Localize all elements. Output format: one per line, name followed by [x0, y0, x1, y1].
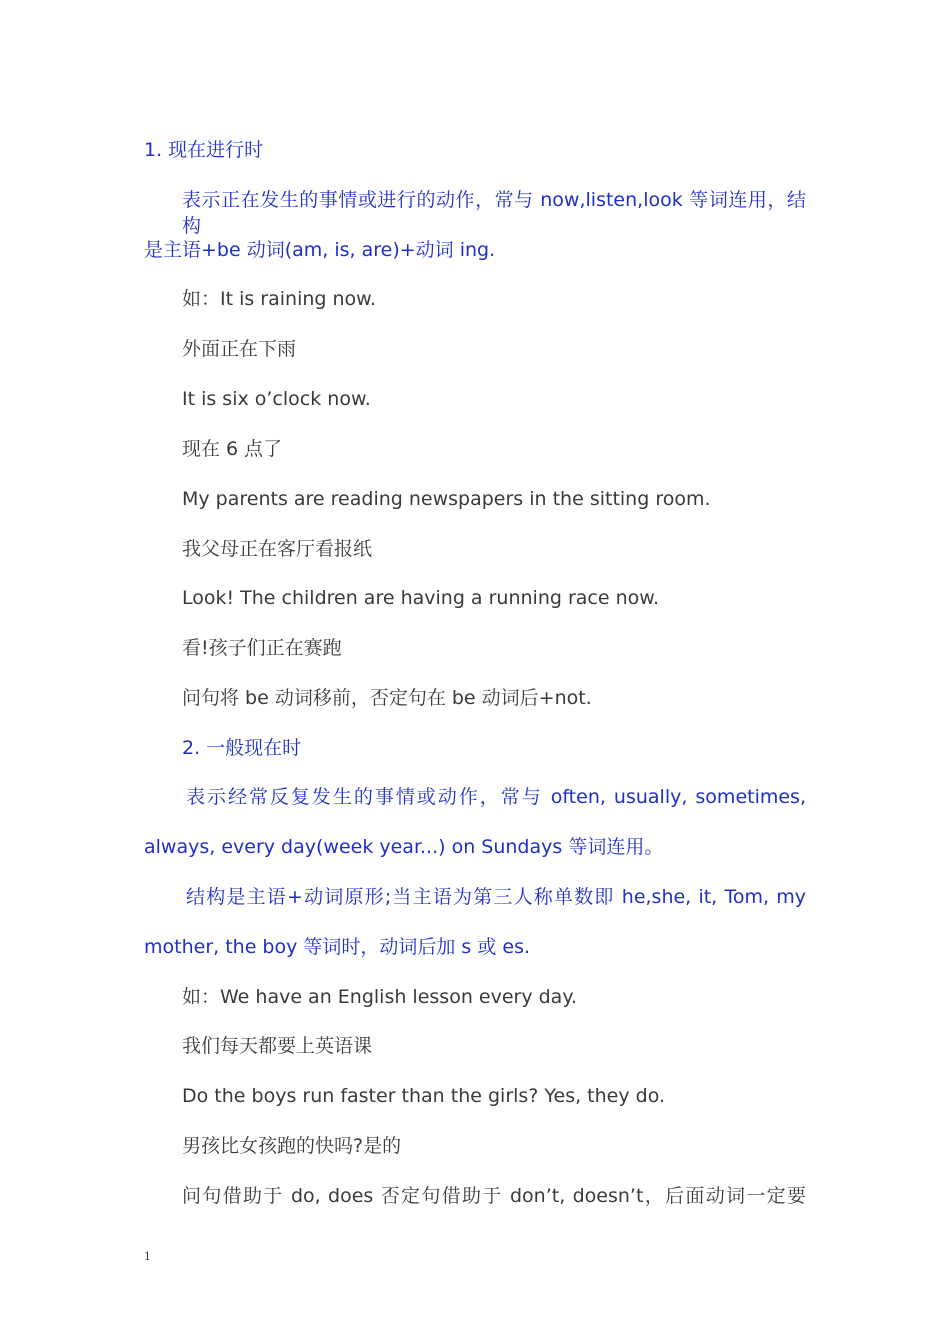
note-line: 问句将 be 动词移前，否定句在 be 动词后+not.	[182, 687, 592, 709]
section-heading-present-continuous: 1. 现在进行时	[144, 139, 264, 161]
translation-line: 外面正在下雨	[182, 338, 297, 360]
note-line: 问句借助于 do, does 否定句借助于 don’t, doesn’t，后面动词一定要	[182, 1185, 806, 1207]
translation-line: 男孩比女孩跑的快吗?是的	[182, 1135, 402, 1157]
section-heading-simple-present: 2. 一般现在时	[182, 737, 302, 759]
example-line: Look! The children are having a running race now.	[182, 587, 660, 609]
rule-line: mother, the boy 等词时，动词后加 s 或 es.	[144, 936, 531, 958]
rule-line: 表示经常反复发生的事情或动作，常与 often, usually, sometimes,	[186, 786, 806, 808]
example-line: Do the boys run faster than the girls? Yes, they do.	[182, 1085, 666, 1107]
rule-line: always, every day(week year...) on Sundays 等词连用。	[144, 836, 664, 858]
example-line: My parents are reading newspapers in the sitting room.	[182, 488, 711, 510]
translation-line: 我父母正在客厅看报纸	[182, 538, 373, 560]
translation-line: 看!孩子们正在赛跑	[182, 637, 342, 659]
example-line: 如：We have an English lesson every day.	[182, 986, 577, 1008]
translation-line: 现在 6 点了	[182, 438, 283, 460]
rule-line: 结构是主语+动词原形;当主语为第三人称单数即 he,she, it, Tom, my	[186, 886, 806, 908]
example-line: 如：It is raining now.	[182, 288, 377, 310]
translation-line: 我们每天都要上英语课	[182, 1035, 373, 1057]
page-number: 1	[144, 1248, 151, 1263]
rule-line: 表示正在发生的事情或进行的动作，常与 now,listen,look 等词连用，结构	[182, 189, 806, 237]
example-line: It is six o’clock now.	[182, 388, 371, 410]
rule-line: 是主语+be 动词(am, is, are)+动词 ing.	[144, 239, 496, 261]
